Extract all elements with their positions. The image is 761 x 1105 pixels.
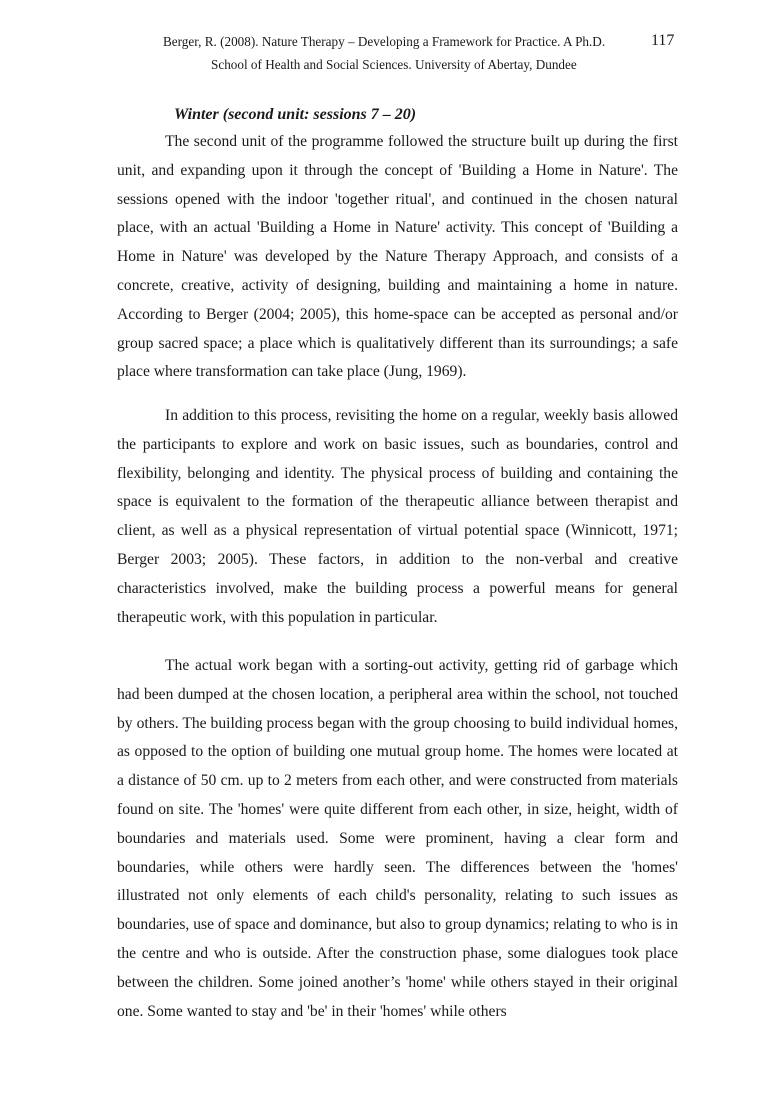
section-heading: Winter (second unit: sessions 7 – 20) xyxy=(174,106,417,123)
running-header xyxy=(0,32,761,72)
body-paragraph-2 xyxy=(117,402,678,632)
body-paragraph-3 xyxy=(117,652,678,1026)
paragraph-text: The actual work began with a sorting-out activity, getting rid of garbage which had been dumped at the chosen location, a peripheral area within the school, not touched by others. The building process began with the group choosing to build individual homes, as opposed to the option of building one mutual group home. The homes were located at a distance of 50 cm. up to 2 meters from each other, and were constructed from materials found on site. The 'homes' were quite different from each other, in size, height, width of boundaries and materials used. Some were prominent, having a clear form and boundaries, while others were hardly seen. The differences between the 'homes' illustrated not only elements of each child's personality, relating to such issues as boundaries, use of space and dominance, but also to group dynamics; relating to who is in the centre and who is outside. After the construction phase, some dialogues took place between the children. Some joined another’s 'home' while others stayed in their original one. Some wanted to stay and 'be' in their 'homes' while others xyxy=(117,657,678,1020)
page-number: 117 xyxy=(651,32,675,49)
paragraph-text: The second unit of the programme followed the structure built up during the first unit, and expanding upon it through the concept of 'Building a Home in Nature'. The sessions opened with the indoor 'together ritual', and continued in the chosen natural place, with an actual 'Building a Home in Nature' activity. This concept of 'Building a Home in Nature' was developed by the Nature Therapy Approach, and consists of a concrete, creative, activity of designing, building and maintaining a home in nature. According to Berger (2004; 2005), this home-space can be accepted as personal and/or group sacred space; a place which is qualitatively different than its surroundings; a safe place where transformation can take place (Jung, 1969). xyxy=(117,133,678,381)
paragraph-text: In addition to this process, revisiting the home on a regular, weekly basis allowed the participants to explore and work on basic issues, such as boundaries, control and flexibility, belonging and identity. The physical process of building and containing the space is equivalent to the formation of the therapeutic alliance between therapist and client, as well as a physical representation of virtual potential space (Winnicott, 1971; Berger 2003; 2005). These factors, in addition to the non-verbal and creative characteristics involved, make the building process a powerful means for general therapeutic work, with this population in particular. xyxy=(117,407,678,626)
header-citation-line-2: School of Health and Social Sciences. University of Abertay, Dundee xyxy=(211,57,577,72)
header-citation-line-1: Berger, R. (2008). Nature Therapy – Developing a Framework for Practice. A Ph.D. xyxy=(163,34,606,49)
body-paragraph-1 xyxy=(117,128,678,387)
